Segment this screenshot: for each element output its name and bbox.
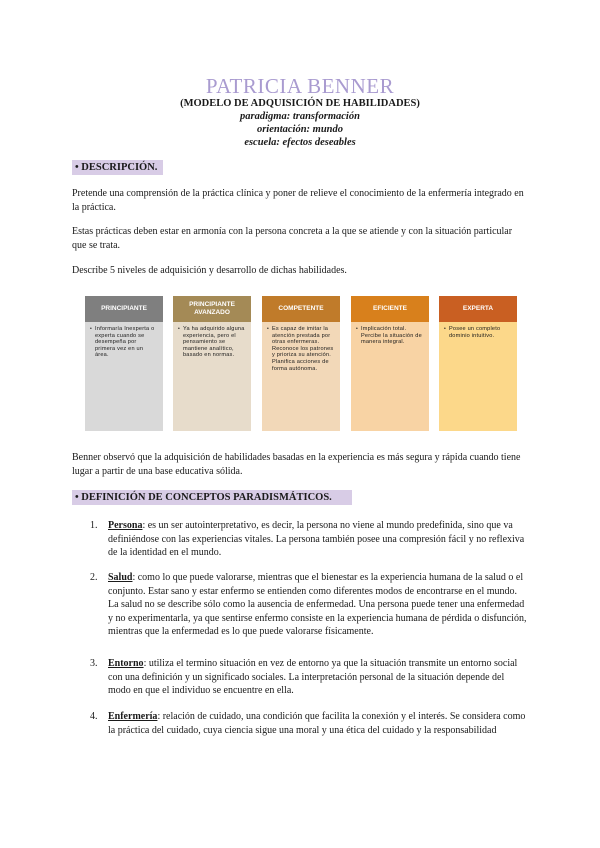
document-title: PATRICIA BENNER [205,74,395,98]
level-body [439,322,517,431]
list-item-text [108,657,528,698]
description-paragraph-3: Describe 5 niveles de adquisición y desarrollo de dichas habilidades. [72,265,347,276]
bullet: • [90,326,92,332]
level-title: PRINCIPIANTE AVANZADO [173,296,251,322]
list-number: 4. [90,711,98,722]
concept-term: Persona [108,520,143,531]
description-paragraph-2: Estas prácticas deben estar en armonía con la persona concreta a la que se atiende y con la situación particular que se trata. [72,226,513,251]
level-text: Es capaz de imitar la atención prestada por otras enfermeras. Reconoce los patrones y prioriza su atención. Planifica acciones de forma autónoma. [272,326,334,372]
bullet: • [444,326,446,332]
concept-term: Salud [108,572,133,583]
section-heading-concepts: • DEFINICIÓN DE CONCEPTOS PARADISMÁTICOS. [72,490,352,505]
level-title: EXPERTA [439,296,517,322]
level-body [262,322,340,431]
level-title: COMPETENTE [262,296,340,322]
level-title: PRINCIPIANTE [85,296,163,322]
list-number: 2. [90,572,98,583]
school-line: escuela: efectos deseables [244,137,356,148]
description-paragraph-4: Benner observó que la adquisición de habilidades basadas en la experiencia es más segura y rápida cuando tiene lugar a partir de una base educativa sólida. [72,452,521,477]
concept-definition: : relación de cuidado, una condición que facilita la conexión y el interés. Se considera como la práctica del cuidado, cuya ciencia sigue una moral y una ética del cuidado y la responsabilidad [108,711,526,736]
level-text: Informaría Inexperta o experta cuando se desempeña por primera vez en un área. [95,326,155,359]
level-body [173,322,251,431]
concept-definition: : utiliza el termino situación en vez de entorno ya que la situación transmite un entorno social con una definición y un significado sociales. La interpretación personal de la situación depende del modo en que el individuo se encuentre en ella. [108,658,518,696]
section-heading-description: • DESCRIPCIÓN. [72,160,163,175]
level-competente [262,296,340,426]
list-number: 3. [90,658,98,669]
orientation-line: orientación: mundo [256,124,344,135]
level-text: Posee un completo dominio intuitivo. [449,326,501,339]
level-body [351,322,429,431]
concept-term: Enfermería [108,711,158,722]
level-eficiente [351,296,429,426]
list-number: 1. [90,520,98,531]
level-experta [439,296,517,426]
bullet: • [356,326,358,332]
concept-definition: : es un ser autointerpretativo, es decir, la persona no viene al mundo predefinida, sino que va definiéndose con las experiencias vitales. La persona también posee una compresión fácil y no reflexiva de la identidad en el mundo. [108,520,525,558]
document-subtitle: (MODELO DE ADQUISICIÓN DE HABILIDADES) [180,98,420,109]
level-text: Implicación total. Percibe la situación de manera integral. [361,326,422,346]
paradigm-line: paradigma: transformación [240,111,360,122]
concept-term: Entorno [108,658,144,669]
list-item-text [108,519,528,560]
level-principiante-avanzado [173,296,251,426]
list-item-text [108,710,528,737]
level-title: EFICIENTE [351,296,429,322]
concept-definition: : como lo que puede valorarse, mientras que el bienestar es la experiencia humana de la salud o el conjunto. Estar sano y estar enfermo se entienden como diferentes modos de encontrarse en el mundo. La salud no se describe sólo como la ausencia de enfermedad. Una persona puede tener una enfermedad y no experimentarla, ya que sentirse enfermo consiste en la experiencia humana de pérdida o disfunción, mientras que la enfermedad es lo que puede valorarse físicamente. [108,572,527,637]
level-principiante [85,296,163,426]
bullet: • [178,326,180,332]
list-item-text [108,571,528,639]
skill-levels-diagram [81,290,527,440]
level-text: Ya ha adquirido alguna experiencia, pero el pensamiento se mantiene analítico, basado en normas. [183,326,245,359]
description-paragraph-1: Pretende una comprensión de la práctica clínica y poner de relieve el conocimiento de la enfermería integrado en la práctica. [72,188,524,213]
level-body [85,322,163,431]
bullet: • [267,326,269,332]
